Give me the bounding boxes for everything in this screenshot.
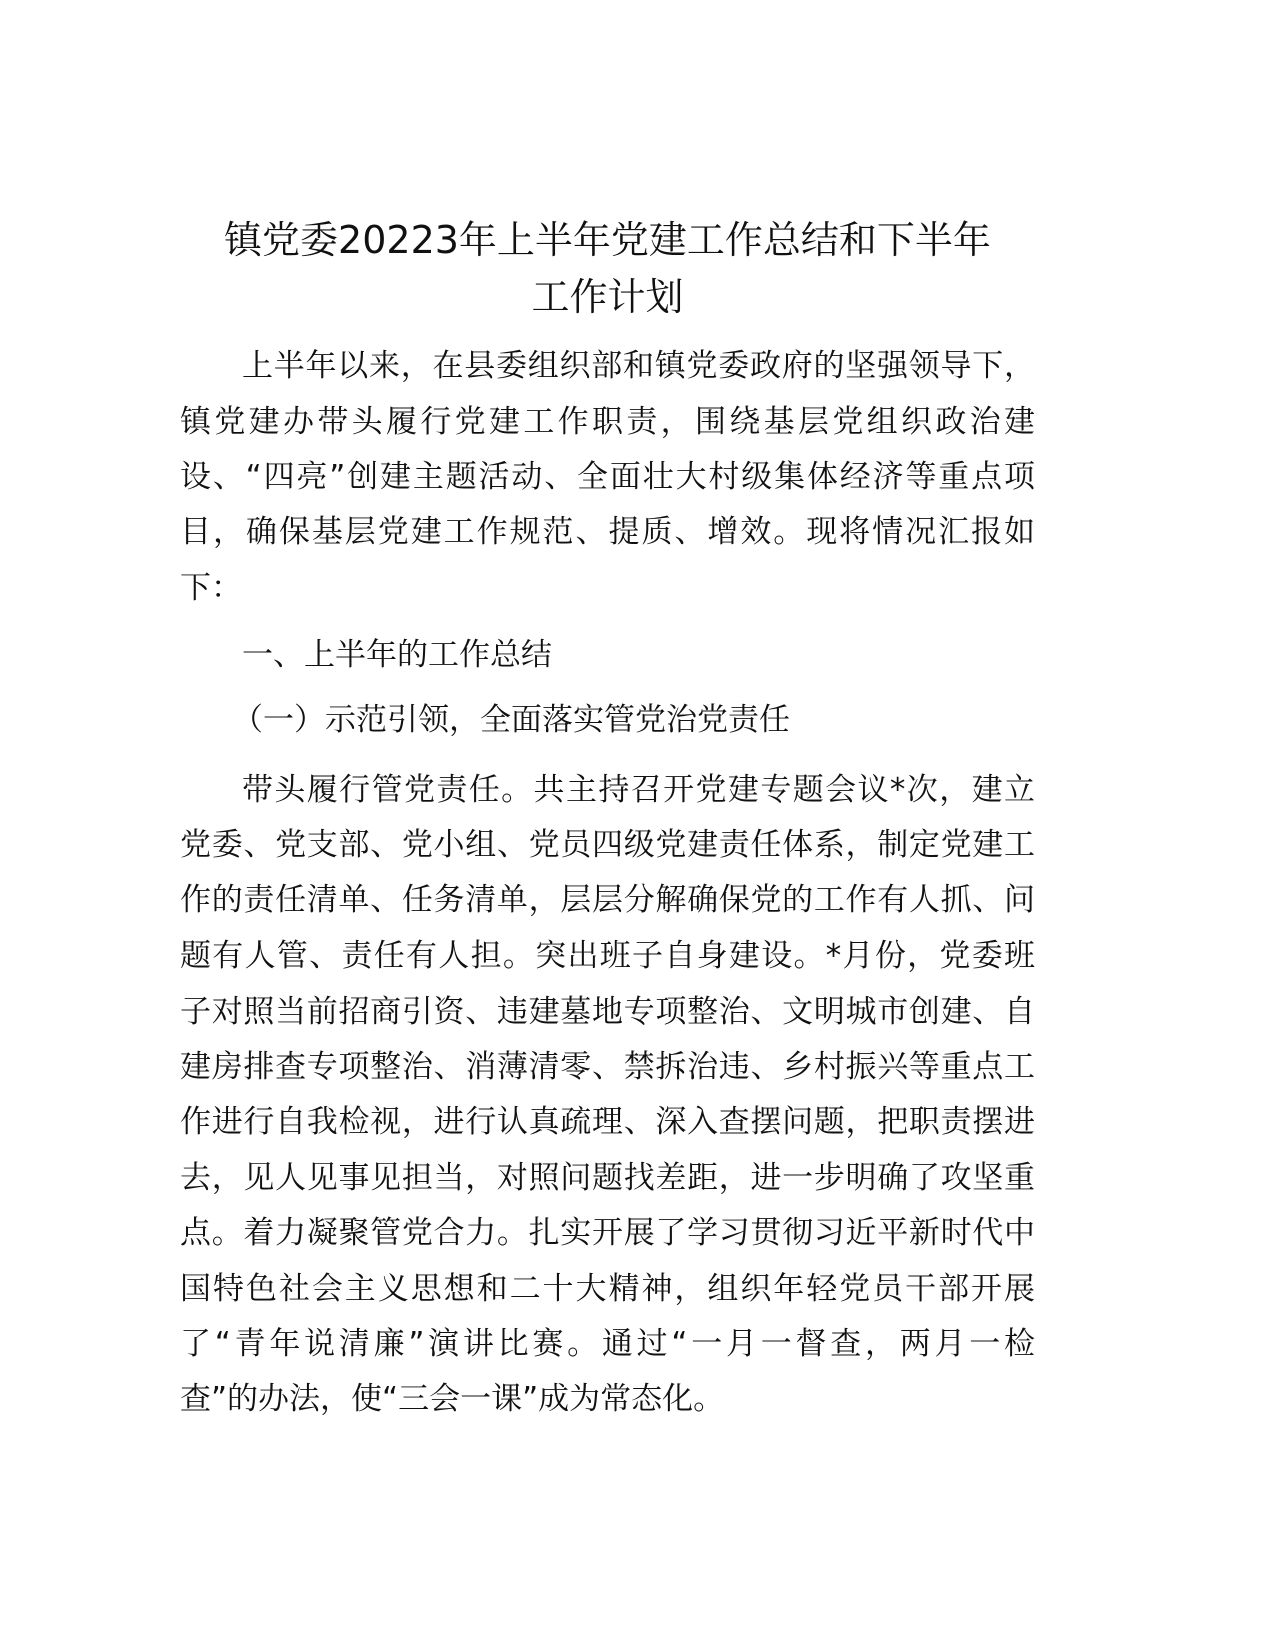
paragraph-line: 国特色社会主义思想和二十大精神，组织年轻党员干部开展 xyxy=(180,1271,1035,1307)
paragraph-line: 设、“四亮”创建主题活动、全面壮大村级集体经济等重点项 xyxy=(180,459,1035,495)
paragraph-line: 了“青年说清廉”演讲比赛。通过“一月一督查，两月一检 xyxy=(180,1326,1035,1362)
paragraph-line: 题有人管、责任有人担。突出班子自身建设。*月份，党委班 xyxy=(180,938,1035,974)
subsection-heading: （一）示范引领，全面落实管党治党责任 xyxy=(232,702,790,738)
paragraph-line: 查”的办法，使“三会一课”成为常态化。 xyxy=(180,1381,725,1417)
paragraph-line: 上半年以来，在县委组织部和镇党委政府的坚强领导下， xyxy=(242,348,1035,384)
paragraph-line: 建房排查专项整治、消薄清零、禁拆治违、乡村振兴等重点工 xyxy=(180,1049,1035,1085)
paragraph-line: 去，见人见事见担当，对照问题找差距，进一步明确了攻坚重 xyxy=(180,1160,1035,1196)
paragraph-line: 点。着力凝聚管党合力。扎实开展了学习贯彻习近平新时代中 xyxy=(180,1215,1035,1251)
paragraph-line: 作的责任清单、任务清单，层层分解确保党的工作有人抓、问 xyxy=(180,882,1035,918)
paragraph-line: 党委、党支部、党小组、党员四级党建责任体系，制定党建工 xyxy=(180,827,1035,863)
document-title-line-2: 工作计划 xyxy=(531,275,684,319)
document-title-line-1: 镇党委20223年上半年党建工作总结和下半年 xyxy=(224,218,991,262)
paragraph-line: 镇党建办带头履行党建工作职责，围绕基层党组织政治建 xyxy=(180,404,1035,440)
paragraph-line: 子对照当前招商引资、违建墓地专项整治、文明城市创建、自 xyxy=(180,994,1035,1030)
paragraph-line: 带头履行管党责任。共主持召开党建专题会议*次，建立 xyxy=(242,772,1035,808)
paragraph-line: 目，确保基层党建工作规范、提质、增效。现将情况汇报如 xyxy=(180,514,1035,550)
paragraph-line: 下： xyxy=(180,570,242,606)
paragraph-line: 作进行自我检视，进行认真疏理、深入查摆问题，把职责摆进 xyxy=(180,1104,1035,1140)
section-heading: 一、上半年的工作总结 xyxy=(242,637,552,673)
